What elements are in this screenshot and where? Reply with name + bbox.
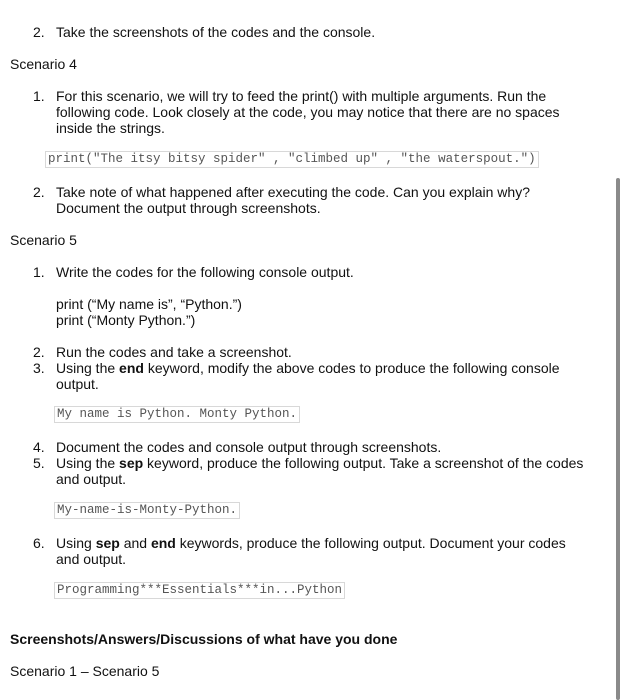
- list-item-text: Take note of what happened after executing the code. Can you explain why?: [56, 184, 530, 200]
- text-segment: Using: [56, 535, 96, 551]
- text-segment: keyword, modify the above codes to produce the following console: [143, 360, 560, 376]
- list-item-text: Document the output through screenshots.: [56, 200, 321, 216]
- list-item-text: inside the strings.: [56, 120, 165, 136]
- list-item-text: For this scenario, we will try to feed the print() with multiple arguments. Run the: [56, 88, 547, 104]
- answers-heading: Screenshots/Answers/Discussions of what have you done: [10, 631, 398, 647]
- list-item-text: following code. Look closely at the code, you may notice that there are no spaces: [56, 104, 560, 120]
- list-number: 1.: [33, 88, 45, 104]
- list-item-text: Take the screenshots of the codes and the console.: [56, 24, 376, 40]
- keyword-end: end: [150, 535, 176, 551]
- list-item-text: [56, 455, 583, 471]
- list-number: 4.: [33, 439, 45, 455]
- list-number: 2.: [33, 24, 45, 40]
- list-item-text: output.: [56, 376, 99, 392]
- text-segment: keywords, produce the following output. Document your codes: [175, 535, 566, 551]
- list-number: 5.: [33, 455, 45, 471]
- list-number: 2.: [33, 344, 45, 360]
- scenario-4-heading: Scenario 4: [10, 56, 77, 72]
- keyword-sep: sep: [119, 455, 144, 471]
- print-statement: print (“My name is”, “Python.”): [56, 296, 242, 312]
- text-segment: keyword, produce the following output. Take a screenshot of the codes: [143, 455, 584, 471]
- list-item-text: Document the codes and console output through screenshots.: [56, 439, 442, 455]
- text-segment: Using the: [56, 455, 120, 471]
- list-number: 1.: [33, 264, 45, 280]
- print-statement: print (“Monty Python.”): [56, 312, 196, 328]
- scenario-range: Scenario 1 – Scenario 5: [10, 663, 160, 679]
- list-item-text: Run the codes and take a screenshot.: [56, 344, 292, 360]
- list-item-text: [56, 535, 566, 551]
- list-number: 6.: [33, 535, 45, 551]
- vertical-scrollbar[interactable]: [616, 178, 620, 700]
- code-output: My name is Python. Monty Python.: [54, 406, 300, 423]
- list-item-text: and output.: [56, 471, 127, 487]
- text-segment: and: [119, 535, 151, 551]
- code-output: My-name-is-Monty-Python.: [54, 502, 240, 519]
- code-snippet: print("The itsy bitsy spider" , "climbed up" , "the waterspout."): [45, 151, 539, 168]
- list-item-text: Write the codes for the following console output.: [56, 264, 354, 280]
- keyword-end: end: [119, 360, 144, 376]
- list-number: 3.: [33, 360, 45, 376]
- list-number: 2.: [33, 184, 45, 200]
- code-output: Programming***Essentials***in...Python: [54, 582, 345, 599]
- keyword-sep: sep: [95, 535, 120, 551]
- list-item-text: and output.: [56, 551, 127, 567]
- scenario-5-heading: Scenario 5: [10, 232, 77, 248]
- text-segment: Using the: [56, 360, 120, 376]
- list-item-text: [56, 360, 560, 376]
